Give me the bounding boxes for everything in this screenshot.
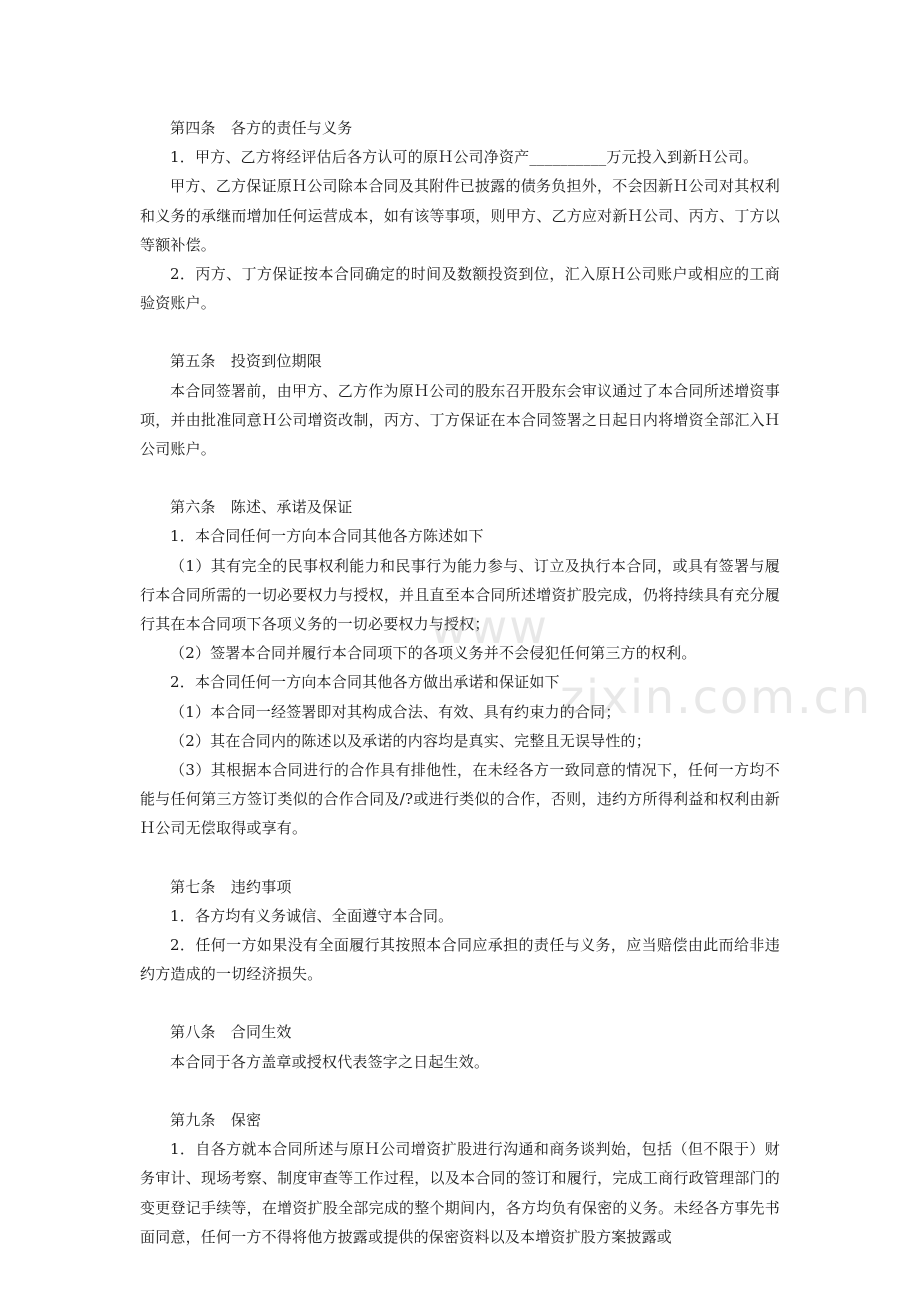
watermark-text: zixin.com.cn xyxy=(560,670,873,724)
section-heading: 第七条 违约事项 xyxy=(170,877,292,896)
contract-page xyxy=(140,114,780,1252)
paragraph: （1）其有完全的民事权利能力和民事行为能力参与、订立及执行本合同，或具有签署与履行本合同所需的一切必要权力与授权，并且直至本合同所述增资扩股完成，仍将持续具有充分履行其在本合同项下各项义务的一切必要权力与授权； xyxy=(140,556,780,634)
paragraph: 1．甲方、乙方将经评估后各方认可的原Ｈ公司净资产__________万元投入到新Ｈ公司。 xyxy=(170,148,759,167)
section-heading: 第五条 投资到位期限 xyxy=(170,352,323,371)
paragraph: （2）其在合同内的陈述以及承诺的内容均是真实、完整且无误导性的； xyxy=(170,731,651,750)
paragraph: （3）其根据本合同进行的合作具有排他性，在未经各方一致同意的情况下，任何一方均不能与任何第三方签订类似的合作合同及/?或进行类似的合作，否则，违约方所得利益和权利由新Ｈ公司无偿取得或享有。 xyxy=(140,761,780,838)
section-heading: 第九条 保密 xyxy=(170,1110,262,1129)
section-heading: 第八条 合同生效 xyxy=(170,1023,292,1042)
paragraph: 本合同签署前，由甲方、乙方作为原Ｈ公司的股东召开股东会审议通过了本合同所述增资事项，并由批准同意Ｈ公司增资改制，丙方、丁方保证在本合同签署之日起日内将增资全部汇入Ｈ公司账户。 xyxy=(140,381,780,459)
section-heading: 第四条 各方的责任与义务 xyxy=(170,119,353,137)
paragraph: 2．丙方、丁方保证按本合同确定的时间及数额投资到位，汇入原Ｈ公司账户或相应的工商验资账户。 xyxy=(140,265,780,313)
paragraph: （1）本合同一经签署即对其构成合法、有效、具有约束力的合同； xyxy=(170,702,621,721)
section-heading: 第六条 陈述、承诺及保证 xyxy=(170,498,353,517)
paragraph: 1．本合同任何一方向本合同其他各方陈述如下 xyxy=(170,527,484,546)
section-article-7 xyxy=(140,873,780,990)
paragraph: 1．自各方就本合同所述与原Ｈ公司增资扩股进行沟通和商务谈判始，包括（但不限于）财务审计、现场考察、制度审查等工作过程，以及本合同的签订和履行，完成工商行政管理部门的变更登记手续等，在增资扩股全部完成的整个期间内，各方均负有保密的义务。未经各方事先书面同意，任何一方不得将他方披露或提供的保密资料以及本增资扩股方案披露或 xyxy=(140,1140,780,1246)
section-article-9 xyxy=(140,1106,780,1252)
paragraph: 2．本合同任何一方向本合同其他各方做出承诺和保证如下 xyxy=(170,673,560,692)
section-article-8 xyxy=(140,1018,780,1076)
section-article-6 xyxy=(140,493,780,843)
section-article-5 xyxy=(140,347,780,464)
paragraph: （2）签署本合同并履行本合同项下的各项义务并不会侵犯任何第三方的权利。 xyxy=(170,644,697,663)
paragraph: 甲方、乙方保证原Ｈ公司除本合同及其附件已披露的债务负担外，不会因新Ｈ公司对其权利和义务的承继而增加任何运营成本，如有该等事项，则甲方、乙方应对新Ｈ公司、丙方、丁方以等额补偿。 xyxy=(140,177,780,254)
paragraph: 本合同于各方盖章或授权代表签字之日起生效。 xyxy=(170,1052,490,1071)
paragraph: 1．各方均有义务诚信、全面遵守本合同。 xyxy=(170,906,454,925)
section-article-4 xyxy=(140,114,780,318)
watermark-text: www xyxy=(430,600,549,654)
paragraph: 2．任何一方如果没有全面履行其按照本合同应承担的责任与义务，应当赔偿由此而给非违约方造成的一切经济损失。 xyxy=(140,936,780,984)
